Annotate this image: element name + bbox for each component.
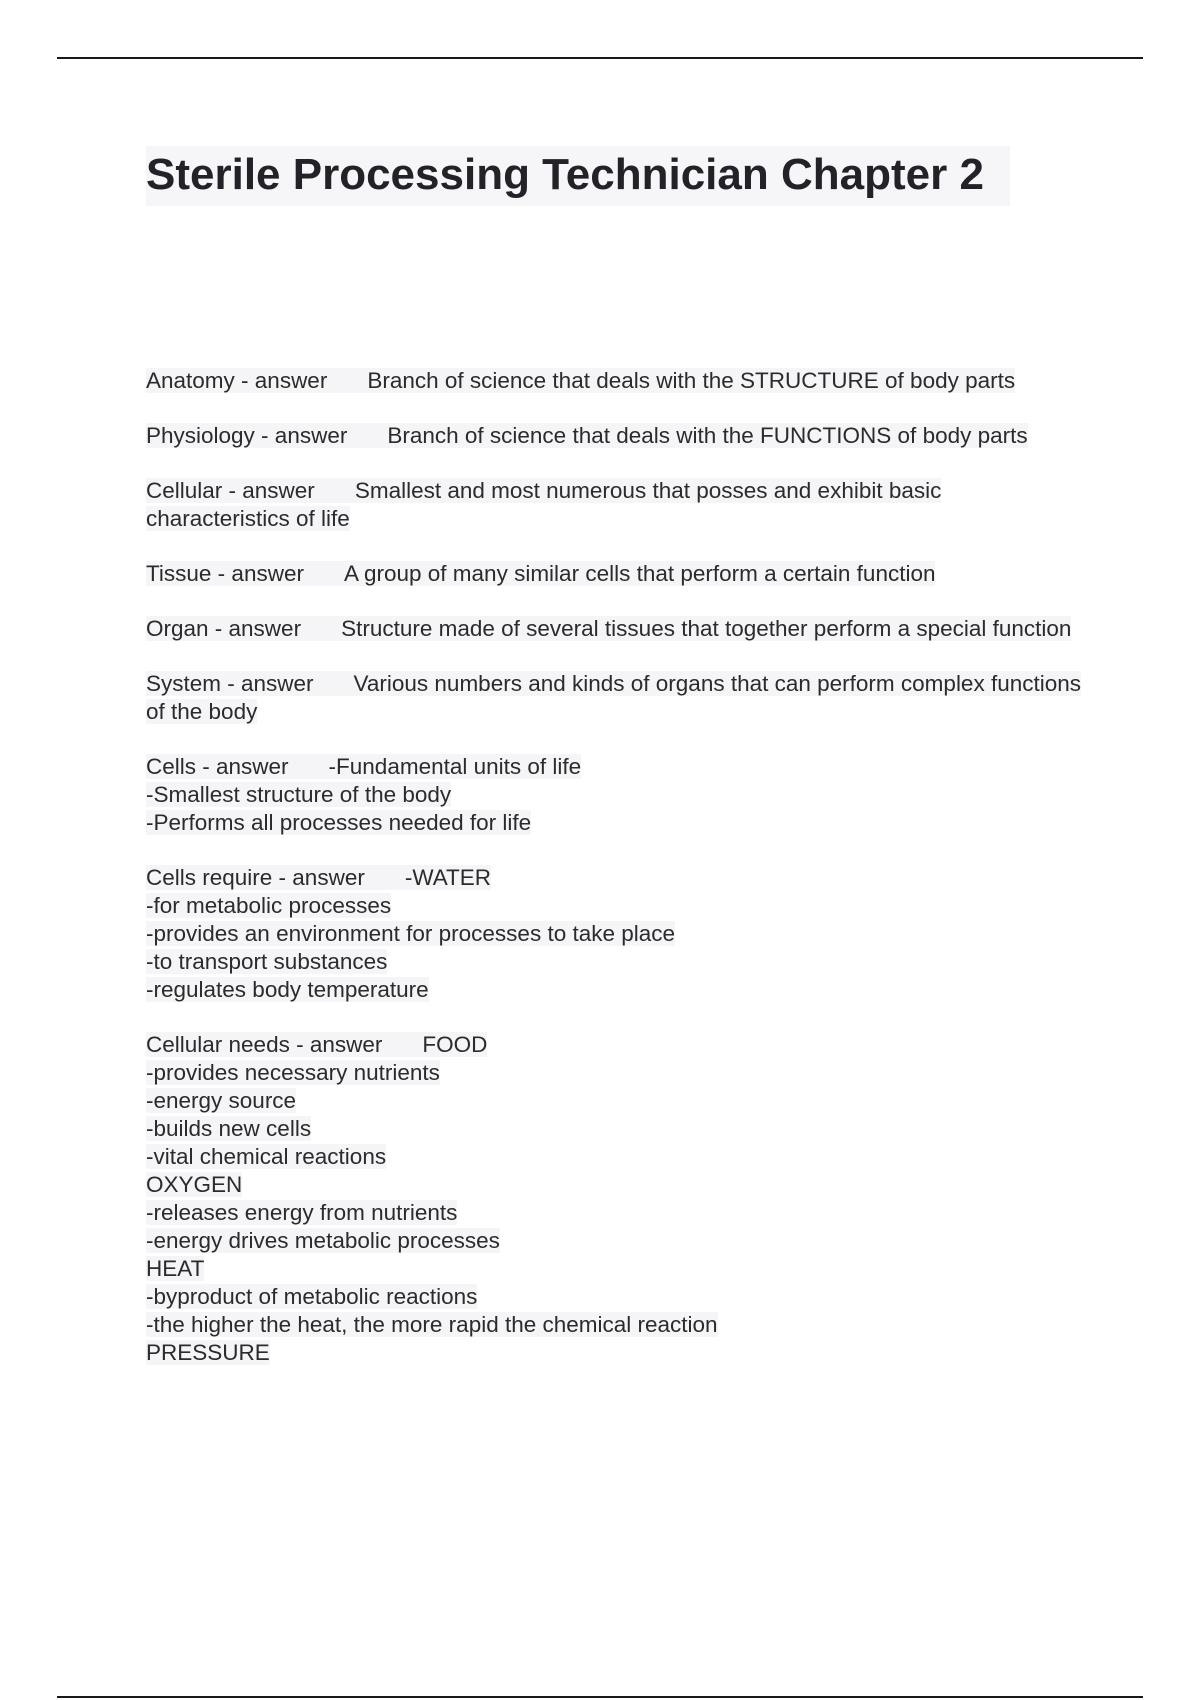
entry-system <box>146 670 1086 726</box>
entry-anatomy <box>146 367 1086 395</box>
entry-line: -energy drives metabolic processes <box>146 1228 500 1253</box>
entry-term: Cellular - answer <box>146 478 315 503</box>
flashcard-list <box>146 367 1086 1394</box>
entry-line: PRESSURE <box>146 1340 270 1365</box>
entry-term: Tissue - answer <box>146 561 304 586</box>
entry-line: -vital chemical reactions <box>146 1144 387 1169</box>
entry-tissue <box>146 560 1086 588</box>
entry-cellular-needs <box>146 1031 1086 1367</box>
entry-term: Anatomy - answer <box>146 368 328 393</box>
entry-line: -builds new cells <box>146 1116 312 1141</box>
entry-organ <box>146 615 1086 643</box>
entry-line: HEAT <box>146 1256 205 1281</box>
entry-line: -WATER <box>404 865 492 890</box>
entry-line: -Performs all processes needed for life <box>146 810 532 835</box>
entry-cells <box>146 753 1086 837</box>
entry-line: -byproduct of metabolic reactions <box>146 1284 478 1309</box>
entry-line: FOOD <box>422 1032 488 1057</box>
entry-term: Cellular needs - answer <box>146 1032 383 1057</box>
entry-line: -for metabolic processes <box>146 893 392 918</box>
entry-definition: Branch of science that deals with the FUNCTIONS of body parts <box>387 423 1028 448</box>
page-title: Sterile Processing Technician Chapter 2 <box>146 146 1010 206</box>
entry-term: Cells - answer <box>146 754 289 779</box>
entry-definition: A group of many similar cells that perform a certain function <box>343 561 936 586</box>
entry-cells-require <box>146 864 1086 1004</box>
entry-line: OXYGEN <box>146 1172 243 1197</box>
entry-line: -releases energy from nutrients <box>146 1200 458 1225</box>
entry-line: -the higher the heat, the more rapid the chemical reaction <box>146 1312 718 1337</box>
entry-definition: Various numbers and kinds of organs that can perform complex functions of the body <box>146 671 1082 724</box>
entry-line: -regulates body temperature <box>146 977 429 1002</box>
entry-line: -energy source <box>146 1088 297 1113</box>
entry-definition: Branch of science that deals with the STRUCTURE of body parts <box>367 368 1016 393</box>
entry-line: -Fundamental units of life <box>328 754 582 779</box>
entry-definition: Smallest and most numerous that posses and exhibit basic characteristics of life <box>146 478 942 531</box>
entry-term: Organ - answer <box>146 616 302 641</box>
entry-term: Cells require - answer <box>146 865 365 890</box>
entry-term: System - answer <box>146 671 314 696</box>
bottom-rule <box>57 1696 1143 1698</box>
entry-physiology <box>146 422 1086 450</box>
entry-line: -Smallest structure of the body <box>146 782 452 807</box>
top-rule <box>57 57 1143 59</box>
entry-definition: Structure made of several tissues that together perform a special function <box>341 616 1072 641</box>
entry-cellular <box>146 477 1086 533</box>
entry-line: -provides necessary nutrients <box>146 1060 440 1085</box>
entry-line: -to transport substances <box>146 949 388 974</box>
entry-term: Physiology - answer <box>146 423 348 448</box>
entry-line: -provides an environment for processes to take place <box>146 921 676 946</box>
